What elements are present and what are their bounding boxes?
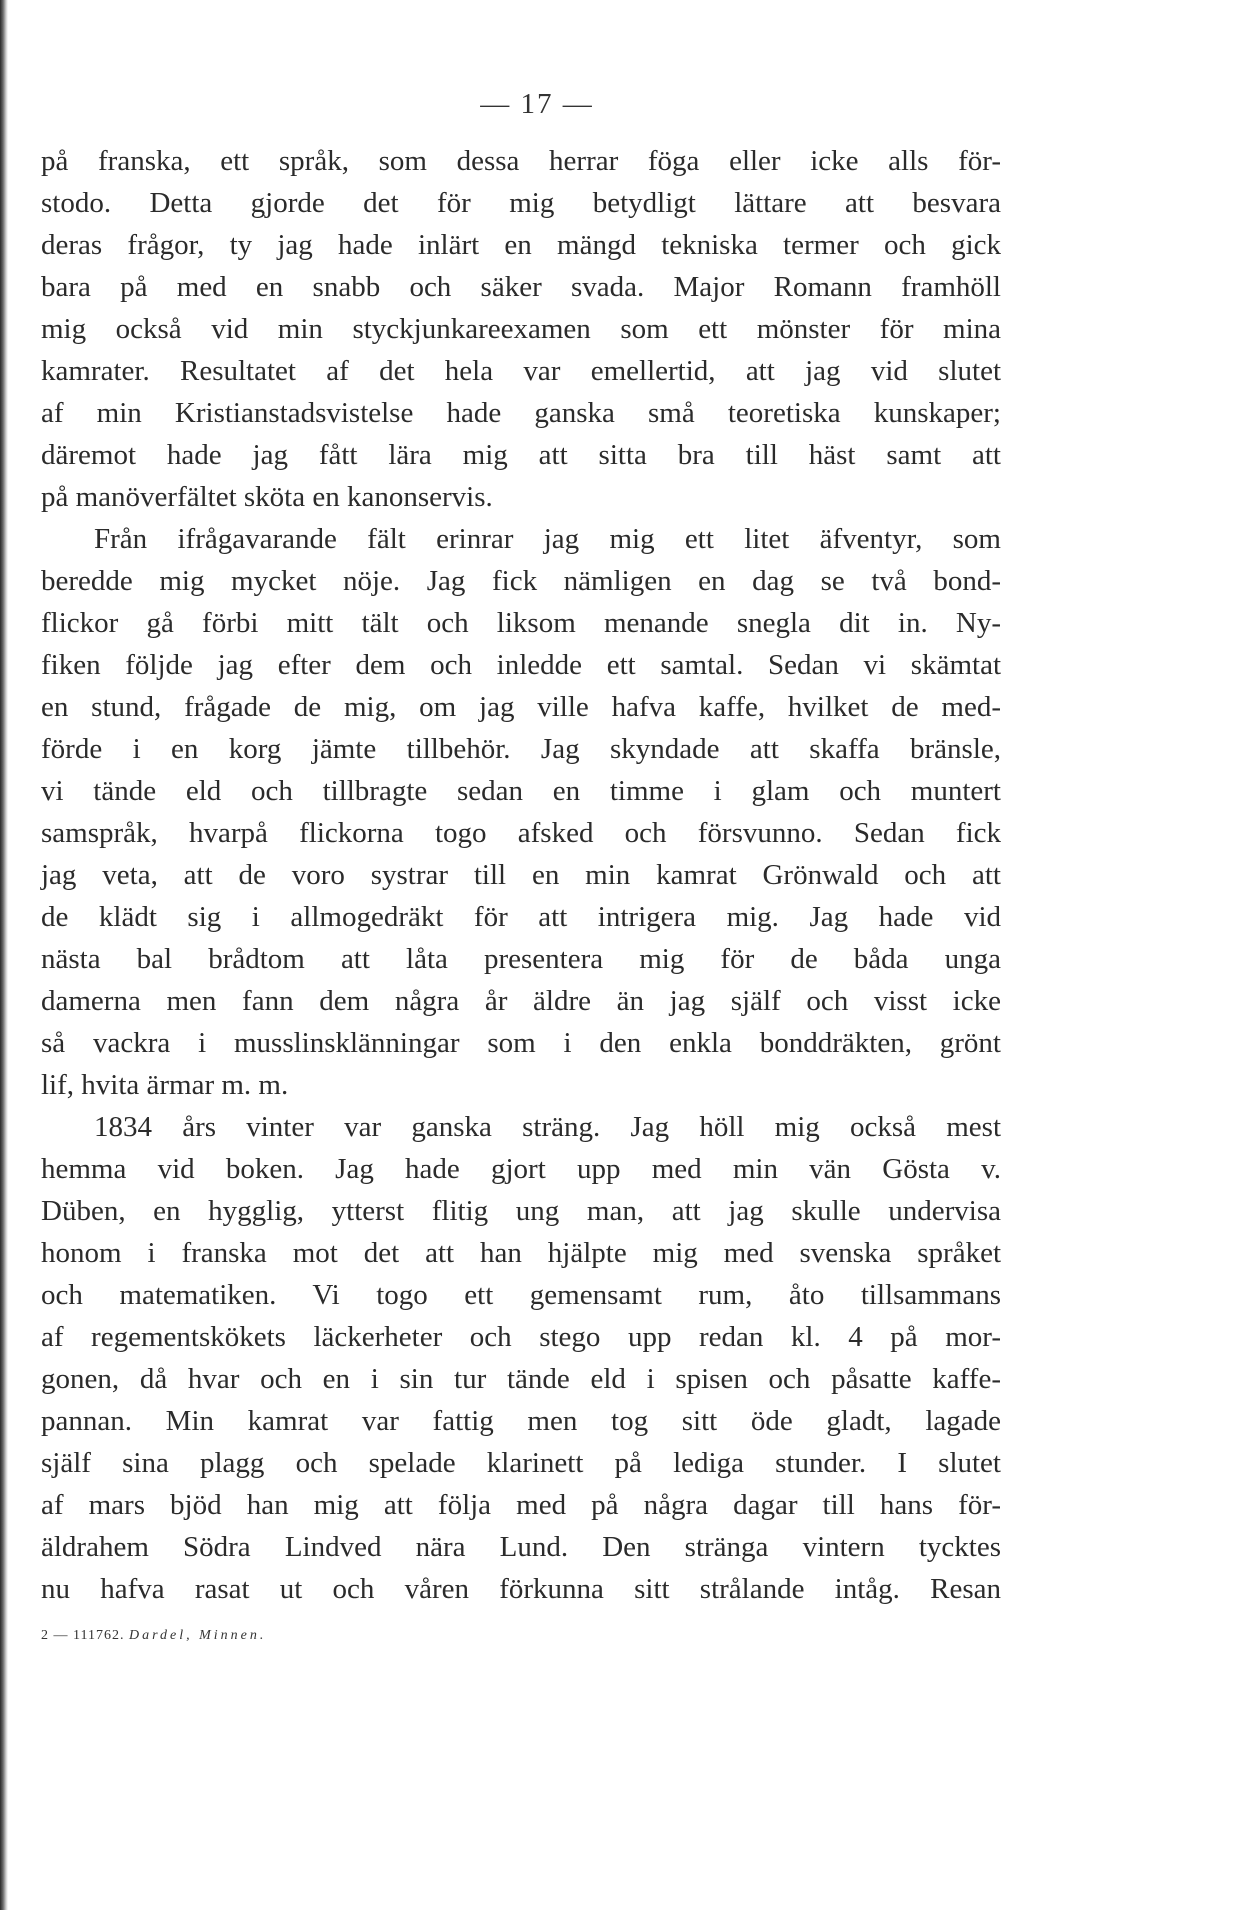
text-line: fiken följde jag efter dem och inledde ett samtal. Sedan vi skämtat	[41, 649, 1001, 681]
text-line: bara på med en snabb och säker svada. Major Romann framhöll	[41, 271, 1001, 303]
text-line: vi tände eld och tillbragte sedan en timme i glam och muntert	[41, 775, 1001, 807]
printer-signature	[41, 1628, 266, 1644]
text-line: deras frågor, ty jag hade inlärt en mängd tekniska termer och gick	[41, 229, 1001, 261]
text-line: och matematiken. Vi togo ett gemensamt rum, åto tillsammans	[41, 1279, 1001, 1311]
page-binding-edge	[0, 0, 8, 1910]
text-line: så vackra i musslinsklänningar som i den enkla bonddräkten, grönt	[41, 1027, 1001, 1059]
text-line: beredde mig mycket nöje. Jag fick nämligen en dag se två bond-	[41, 565, 1001, 597]
text-line: af min Kristianstadsvistelse hade ganska små teoretiska kunskaper;	[41, 397, 1001, 429]
body-text	[41, 140, 1001, 1610]
text-line: lif, hvita ärmar m. m.	[41, 1069, 289, 1101]
page-number: — 17 —	[480, 88, 594, 120]
text-line: honom i franska mot det att han hjälpte mig med svenska språket	[41, 1237, 1001, 1269]
text-line: förde i en korg jämte tillbehör. Jag skyndade att skaffa bränsle,	[41, 733, 1001, 765]
text-line: 1834 års vinter var ganska sträng. Jag höll mig också mest	[94, 1111, 1001, 1143]
text-line: på franska, ett språk, som dessa herrar föga eller icke alls för-	[41, 145, 1001, 177]
text-line: flickor gå förbi mitt tält och liksom menande snegla dit in. Ny-	[41, 607, 1001, 639]
text-line: hemma vid boken. Jag hade gjort upp med min vän Gösta v.	[41, 1153, 1001, 1185]
text-line: däremot hade jag fått lära mig att sitta bra till häst samt att	[41, 439, 1001, 471]
text-line: äldrahem Södra Lindved nära Lund. Den stränga vintern tycktes	[41, 1531, 1001, 1563]
text-line: af regementskökets läckerheter och stego upp redan kl. 4 på mor-	[41, 1321, 1001, 1353]
text-line: pannan. Min kamrat var fattig men tog sitt öde gladt, lagade	[41, 1405, 1001, 1437]
text-line: Från ifrågavarande fält erinrar jag mig ett litet äfventyr, som	[94, 523, 1001, 555]
signature-mark: 2 — 111762.	[41, 1628, 125, 1643]
text-line: kamrater. Resultatet af det hela var emellertid, att jag vid slutet	[41, 355, 1001, 387]
text-line: stodo. Detta gjorde det för mig betydligt lättare att besvara	[41, 187, 1001, 219]
text-line: af mars bjöd han mig att följa med på några dagar till hans för-	[41, 1489, 1001, 1521]
text-line: nu hafva rasat ut och våren förkunna sitt strålande intåg. Resan	[41, 1573, 1001, 1605]
text-line: mig också vid min styckjunkareexamen som ett mönster för mina	[41, 313, 1001, 345]
text-line: damerna men fann dem några år äldre än jag själf och visst icke	[41, 985, 1001, 1017]
text-line: de klädt sig i allmogedräkt för att intrigera mig. Jag hade vid	[41, 901, 1001, 933]
text-line: jag veta, att de voro systrar till en min kamrat Grönwald och att	[41, 859, 1001, 891]
text-line: en stund, frågade de mig, om jag ville hafva kaffe, hvilket de med-	[41, 691, 1001, 723]
text-line: själf sina plagg och spelade klarinett på lediga stunder. I slutet	[41, 1447, 1001, 1479]
text-line: Düben, en hygglig, ytterst flitig ung man, att jag skulle undervisa	[41, 1195, 1001, 1227]
text-line: nästa bal brådtom att låta presentera mig för de båda unga	[41, 943, 1001, 975]
text-line: på manöverfältet sköta en kanonservis.	[41, 481, 493, 513]
text-line: gonen, då hvar och en i sin tur tände eld i spisen och påsatte kaffe-	[41, 1363, 1001, 1395]
work-title: Dardel, Minnen.	[128, 1628, 267, 1643]
text-line: samspråk, hvarpå flickorna togo afsked och försvunno. Sedan fick	[41, 817, 1001, 849]
